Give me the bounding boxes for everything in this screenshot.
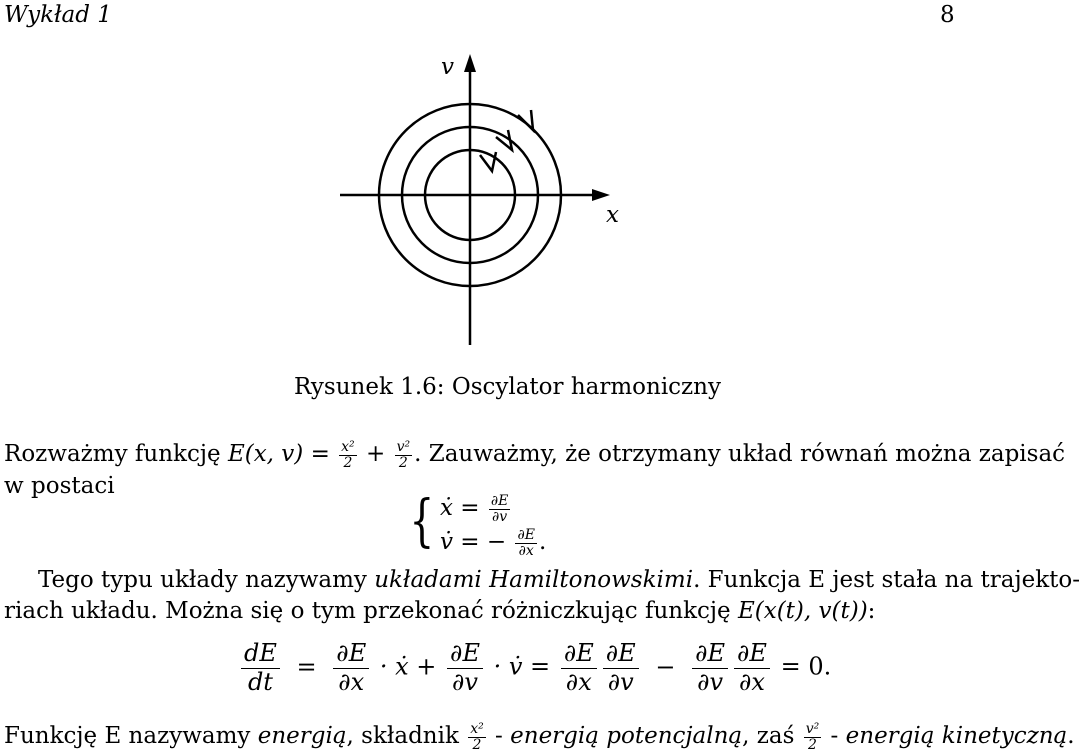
v-axis-arrowhead — [464, 54, 476, 72]
eq-xdot: · ẋ + — [379, 652, 437, 681]
figure-caption: Rysunek 1.6: Oscylator harmoniczny — [294, 374, 721, 400]
p3-em2: energią potencjalną — [510, 723, 743, 750]
p3-b: , składnik — [346, 723, 467, 750]
p1-rest: . Zauważmy, że otrzymany układ równań można zapisać — [414, 441, 1066, 468]
eq-t1n: ∂E — [561, 640, 597, 669]
p2-l2-math: E(x(t), v(t)) — [737, 598, 868, 624]
eq-term3 — [692, 640, 728, 696]
eq-dEx: ∂E — [333, 640, 369, 669]
eq-result: = 0. — [780, 652, 832, 681]
p3-a: Funkcję E nazywamy — [4, 723, 258, 750]
eq-minus: − — [655, 652, 676, 681]
p3-e: - — [823, 723, 846, 750]
p1-frac-x2 — [339, 440, 357, 470]
p3-frac-x2-num: x² — [470, 721, 484, 737]
eq-dt: dt — [247, 667, 273, 696]
p1-frac-x2-num: x² — [341, 439, 355, 455]
eq-t3n: ∂E — [692, 640, 728, 669]
eq1-num: ∂E — [490, 493, 509, 509]
paragraph-3 — [4, 722, 1075, 752]
eq-dx: ∂x — [338, 667, 365, 696]
eq-term4 — [734, 640, 770, 696]
system-eq-1 — [440, 494, 512, 524]
eq-term2 — [603, 640, 639, 696]
page-number: 8 — [940, 2, 955, 28]
eq2-frac — [515, 528, 536, 558]
eq-t3d: ∂v — [697, 667, 724, 696]
eq-t2n: ∂E — [603, 640, 639, 669]
eq-dEdx — [333, 640, 369, 696]
lecture-title: Wykład 1 — [4, 2, 112, 28]
paragraph-2-line-2 — [4, 600, 875, 623]
eq-dEdv — [447, 640, 483, 696]
eq2-lhs: v̇ = − — [440, 529, 507, 556]
eq-t4n: ∂E — [734, 640, 770, 669]
eq1-lhs: ẋ = — [440, 495, 480, 522]
eq1-frac — [489, 494, 510, 524]
phase-portrait-figure — [330, 50, 630, 350]
p1-plus: + — [358, 441, 393, 468]
p1-frac-v2-den: 2 — [398, 454, 408, 471]
p2-l2-a: riach układu. Można się o tym przekonać różniczkując funkcję — [4, 598, 738, 624]
p3-frac-v2-num: v² — [805, 721, 820, 737]
p3-frac-x2-den: 2 — [472, 736, 482, 753]
v-axis-label: v — [441, 54, 454, 80]
system-eq-2 — [440, 528, 546, 558]
p3-frac-v2-den: 2 — [808, 736, 817, 753]
paragraph-2-line-1 — [38, 569, 1080, 592]
eq-term1 — [561, 640, 597, 696]
eq-t4d: ∂x — [739, 667, 765, 696]
p1-frac-x2-den: 2 — [343, 454, 353, 471]
p3-em3: energią kinetyczną — [845, 723, 1068, 750]
eq-t2d: ∂v — [607, 667, 634, 696]
eq1-den: ∂v — [492, 508, 508, 525]
eq2-end: . — [538, 529, 547, 556]
p1-func: E(x, v) = — [227, 441, 338, 468]
eq-dEv: ∂E — [447, 640, 483, 669]
eq-dEdt — [241, 640, 280, 696]
paragraph-1-line-2: w postaci — [4, 473, 115, 499]
p1-frac-v2 — [395, 440, 413, 470]
x-axis-arrowhead — [592, 189, 610, 201]
eq-dE: dE — [241, 640, 280, 669]
p3-d: , zaś — [742, 723, 802, 750]
system-brace: { — [409, 489, 435, 554]
p3-frac-v2 — [804, 722, 822, 752]
p1-frac-v2-num: v² — [396, 439, 411, 455]
x-axis-label: x — [606, 202, 619, 228]
p2-l1-em: układami Hamiltonowskimi — [374, 567, 694, 593]
p1-start: Rozważmy funkcję — [4, 441, 228, 468]
eq-vdot: · v̇ = — [493, 652, 551, 681]
p3-f: . — [1067, 723, 1075, 750]
energy-derivative-equation — [238, 640, 831, 696]
p3-em1: energią — [257, 723, 347, 750]
eq2-den: ∂x — [518, 542, 534, 559]
p2-l1-a: Tego typu układy nazywamy — [38, 567, 375, 593]
eq-t1d: ∂x — [565, 667, 592, 696]
eq-dv: ∂v — [452, 667, 478, 696]
p3-frac-x2 — [468, 722, 486, 752]
paragraph-1-line-1 — [4, 440, 1065, 470]
p2-l2-b: : — [867, 598, 876, 624]
eq2-num: ∂E — [517, 527, 535, 543]
p2-l1-b: . Funkcja E jest stała na trajekto- — [693, 567, 1080, 593]
eq-equals: = — [296, 652, 317, 681]
p3-c: - — [487, 723, 511, 750]
